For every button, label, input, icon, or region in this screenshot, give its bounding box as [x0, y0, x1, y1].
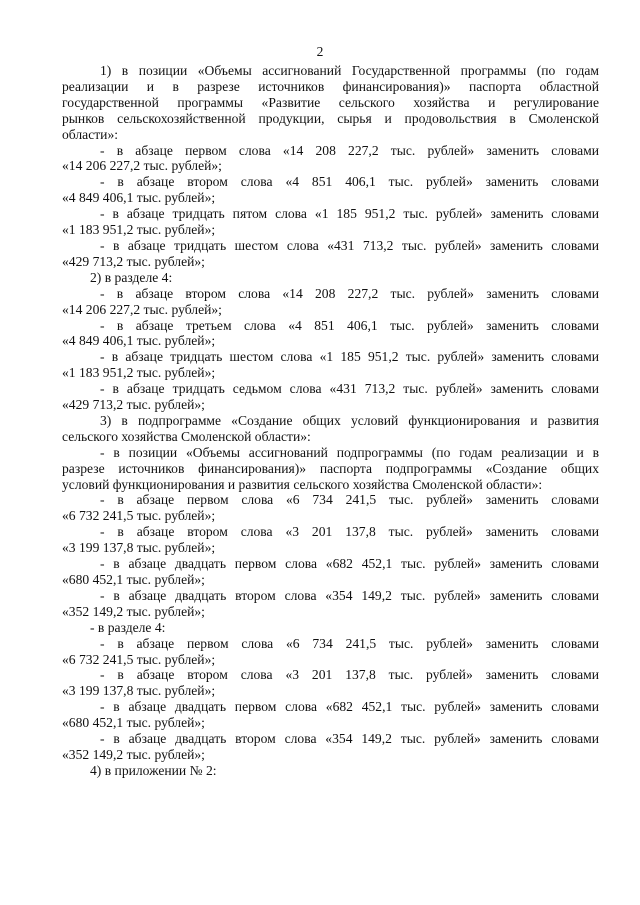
- text-line: государственной программы «Развитие сельского хозяйства и регулирование: [62, 94, 599, 110]
- text-line: разрезе источников финансирования)» паспорта подпрограммы «Создание общих: [62, 460, 599, 476]
- paragraph: [62, 699, 599, 731]
- text-line: - в абзаце тридцать пятом слова «1 185 951,2 тыс. рублей» заменить словами: [100, 206, 599, 222]
- text-line: реализации и в разрезе источников финансирования)» паспорта областной: [62, 78, 599, 94]
- text-line: «680 452,1 тыс. рублей»;: [62, 715, 205, 731]
- text-line: - в абзаце тридцать седьмом слова «431 713,2 тыс. рублей» заменить словами: [100, 381, 599, 397]
- text-line: «352 149,2 тыс. рублей»;: [62, 603, 205, 619]
- text-line: 2) в разделе 4:: [90, 269, 173, 285]
- text-line: - в абзаце втором слова «3 201 137,8 тыс. рублей» заменить словами: [100, 667, 599, 683]
- text-line: - в абзаце первом слова «6 734 241,5 тыс. рублей» заменить словами: [100, 492, 599, 508]
- paragraph: [62, 620, 599, 636]
- text-line: рынков сельскохозяйственной продукции, сырья и продовольствия в Смоленской: [62, 110, 599, 126]
- text-line: сельского хозяйства Смоленской области»:: [62, 428, 311, 444]
- text-line: «3 199 137,8 тыс. рублей»;: [62, 540, 216, 556]
- paragraph: [62, 524, 599, 556]
- paragraph: [62, 492, 599, 524]
- text-line: «14 206 227,2 тыс. рублей»;: [62, 158, 222, 174]
- text-line: - в разделе 4:: [90, 619, 166, 635]
- text-line: «429 713,2 тыс. рублей»;: [62, 397, 205, 413]
- paragraph: [62, 445, 599, 493]
- text-line: «3 199 137,8 тыс. рублей»;: [62, 683, 216, 699]
- paragraph: [62, 763, 599, 779]
- paragraph: [62, 556, 599, 588]
- text-line: 1) в позиции «Объемы ассигнований Государственной программы (по годам: [100, 63, 599, 78]
- text-line: «429 713,2 тыс. рублей»;: [62, 253, 205, 269]
- paragraph: [62, 270, 599, 286]
- text-line: 4) в приложении № 2:: [90, 762, 217, 778]
- text-line: - в абзаце двадцать втором слова «354 149,2 тыс. рублей» заменить словами: [100, 587, 599, 603]
- text-line: - в абзаце двадцать первом слова «682 452,1 тыс. рублей» заменить словами: [100, 699, 599, 715]
- paragraph: [62, 286, 599, 318]
- document-body: [62, 63, 599, 779]
- paragraph: [62, 143, 599, 175]
- text-line: «6 732 241,5 тыс. рублей»;: [62, 651, 216, 667]
- text-line: - в абзаце двадцать втором слова «354 149,2 тыс. рублей» заменить словами: [100, 731, 599, 747]
- paragraph: [62, 318, 599, 350]
- paragraph: [62, 381, 599, 413]
- paragraph: [62, 63, 599, 143]
- text-line: - в позиции «Объемы ассигнований подпрограммы (по годам реализации и в: [100, 444, 599, 460]
- paragraph: [62, 667, 599, 699]
- text-line: - в абзаце третьем слова «4 851 406,1 тыс. рублей» заменить словами: [100, 317, 599, 333]
- text-line: «14 206 227,2 тыс. рублей»;: [62, 301, 222, 317]
- text-line: - в абзаце тридцать шестом слова «1 185 951,2 тыс. рублей» заменить словами: [100, 349, 599, 365]
- paragraph: [62, 238, 599, 270]
- text-line: 3) в подпрограмме «Создание общих условий функционирования и развития: [100, 412, 599, 428]
- text-line: - в абзаце втором слова «3 201 137,8 тыс. рублей» заменить словами: [100, 524, 599, 540]
- text-line: «1 183 951,2 тыс. рублей»;: [62, 365, 216, 381]
- paragraph: [62, 206, 599, 238]
- text-line: - в абзаце втором слова «14 208 227,2 тыс. рублей» заменить словами: [100, 285, 599, 301]
- paragraph: [62, 588, 599, 620]
- text-line: «4 849 406,1 тыс. рублей»;: [62, 190, 216, 206]
- page-number: 2: [316, 44, 324, 59]
- text-line: «680 452,1 тыс. рублей»;: [62, 572, 205, 587]
- paragraph: [62, 413, 599, 445]
- paragraph: [62, 636, 599, 668]
- text-line: области»:: [62, 126, 119, 142]
- text-line: условий функционирования и развития сельского хозяйства Смоленской области»:: [62, 476, 543, 492]
- paragraph: [62, 731, 599, 763]
- paragraph: [62, 349, 599, 381]
- text-line: - в абзаце втором слова «4 851 406,1 тыс. рублей» заменить словами: [100, 174, 599, 190]
- text-line: - в абзаце первом слова «6 734 241,5 тыс. рублей» заменить словами: [100, 635, 599, 651]
- text-line: - в абзаце двадцать первом слова «682 452,1 тыс. рублей» заменить словами: [100, 556, 599, 572]
- paragraph: [62, 174, 599, 206]
- text-line: - в абзаце тридцать шестом слова «431 713,2 тыс. рублей» заменить словами: [100, 237, 599, 253]
- text-line: «1 183 951,2 тыс. рублей»;: [62, 222, 216, 238]
- text-line: «6 732 241,5 тыс. рублей»;: [62, 508, 216, 524]
- text-line: - в абзаце первом слова «14 208 227,2 тыс. рублей» заменить словами: [100, 142, 599, 158]
- text-line: «352 149,2 тыс. рублей»;: [62, 746, 205, 762]
- text-line: «4 849 406,1 тыс. рублей»;: [62, 333, 216, 349]
